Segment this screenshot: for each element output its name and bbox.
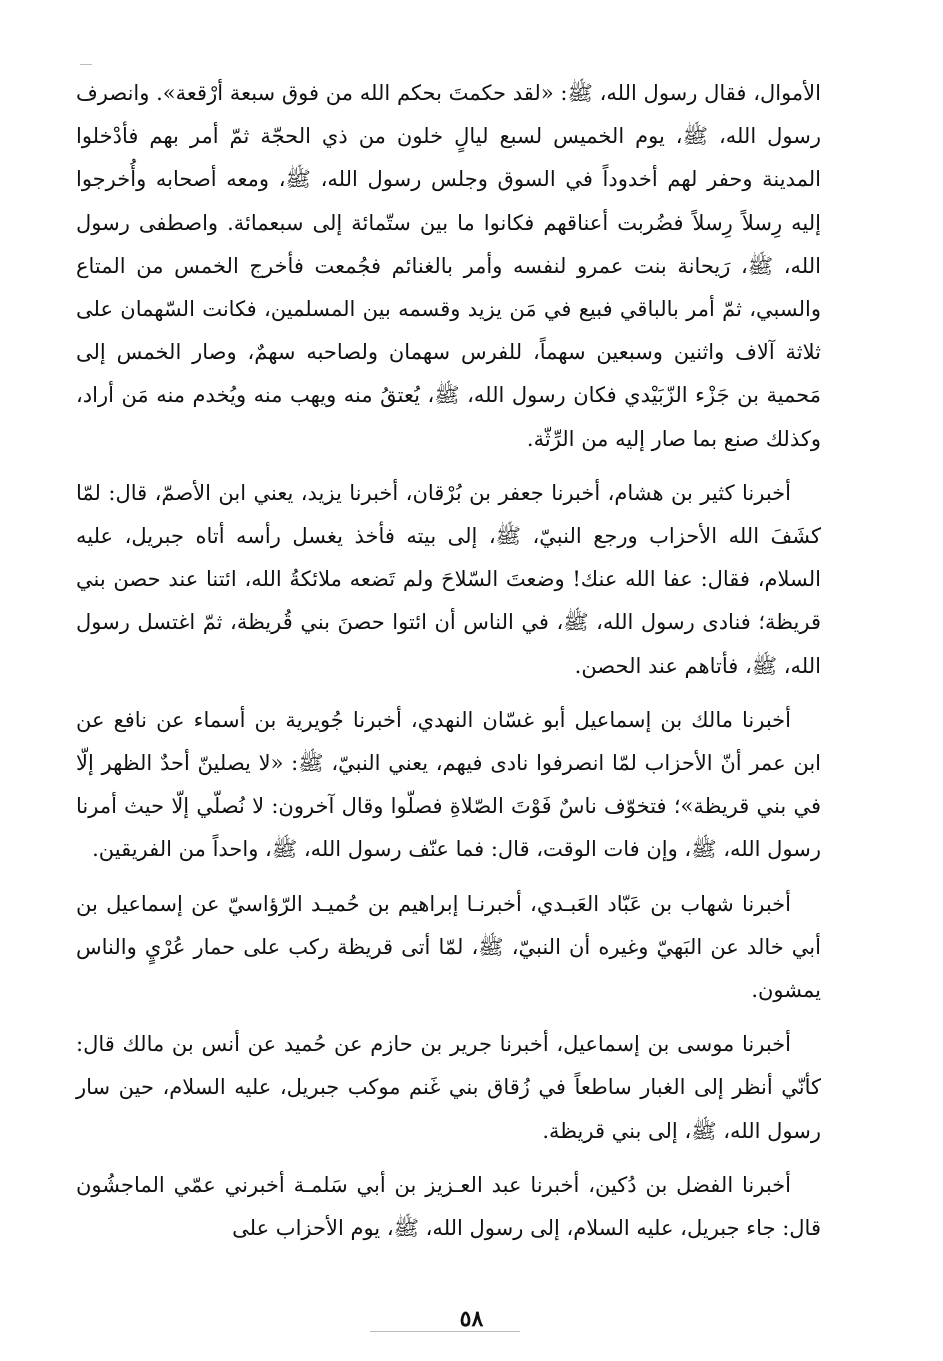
page-number: ٥٨	[459, 1306, 484, 1332]
scan-mark-top	[80, 64, 92, 65]
paragraph-text: أخبرنا مالك بن إسماعيل أبو غسّان النهدي، أخبرنا جُويرية بن أسماء عن نافع عن ابن عمر أنّ الأحزاب لمّا انصرفوا نادى فيهم، يعني النبيّ، ﷺ: «لا يصلينّ أحدٌ الظهر إلّا في بني قريظة»؛ فتخوّف ناسٌ فَوْتَ الصّلاةِ فصلّوا وقال آخرون: لا نُصلّي إلّا حيث أمرنا رسول الله، ﷺ، وإن فات الوقت، قال: فما عنّف رسول الله، ﷺ، واحداً من الفريقين.	[76, 707, 821, 862]
paragraph-text: أخبرنا موسى بن إسماعيل، أخبرنا جرير بن حازم عن حُميد عن أنس بن مالك قال: كأنّي أنظر إلى الغبار ساطعاً في زُقاق بني غَنم موكب جبريل، عليه السلام، حين سار رسول الله، ﷺ، إلى بني قريظة.	[76, 1032, 821, 1143]
paragraph-text: أخبرنا الفضل بن دُكين، أخبرنا عبد العـزيز بن أبي سَلمـة أخبرني عمّي الماجشُون قال: جاء جبريل، عليه السلام، إلى رسول الله، ﷺ، يوم الأحزاب على	[76, 1172, 821, 1241]
paragraph-4	[76, 883, 821, 1013]
paragraph-text: أخبرنا شهاب بن عَبّاد العَبـدي، أخبرنـا إبراهيم بن حُميـد الرّؤاسيّ عن إسماعيل بن أبي خالد عن البَهيّ وغيره أن النبيّ، ﷺ، لمّا أتى قريظة ركب على حمار عُرْيٍ والناس يمشون.	[76, 891, 821, 1003]
paragraph-2	[76, 472, 821, 688]
paragraph-1	[76, 72, 821, 461]
paragraph-6	[76, 1164, 821, 1250]
page-body	[76, 72, 821, 1250]
paragraph-3	[76, 699, 821, 872]
paragraph-5	[76, 1023, 821, 1153]
paragraph-text: الأموال، فقال رسول الله، ﷺ: «لقد حكمتَ بحكم الله من فوق سبعة أرْقعة». وانصرف رسول الله، ﷺ، يوم الخميس لسبع ليالٍ خلون من ذي الحجّة ثمّ أمر بهم فأدْخلوا المدينة وحفر لهم أخدوداً في السوق وجلس رسول الله، ﷺ، ومعه أصحابه وأُخرجوا إليه رِسلاً رِسلاً فضُربت أعناقهم فكانوا ما بين ستّمائة إلى سبعمائة. واصطفى رسول الله، ﷺ، رَيحانة بنت عمرو لنفسه وأمر بالغنائم فجُمعت فأخرج الخمس من المتاع والسبي، ثمّ أمر بالباقي فبيع في مَن يزيد وقسمه بين المسلمين، فكانت السّهمان على ثلاثة آلاف واثنين وسبعين سهماً، للفرس سهمان ولصاحبه سهمٌ، وصار الخمس إلى مَحمية بن جَزْء الزّبَيْدي فكان رسول الله، ﷺ، يُعتقُ منه ويهب منه ويُخدم منه مَن أراد، وكذلك صنع بما صار إليه من الرِّثّة.	[76, 81, 821, 451]
paragraph-text: أخبرنا كثير بن هشام، أخبرنا جعفر بن بُرْقان، أخبرنا يزيد، يعني ابن الأصمّ، قال: لمّا كشَفَ الله الأحزاب ورجع النبيّ، ﷺ، إلى بيته فأخذ يغسل رأسه أتاه جبريل، عليه السلام، فقال: عفا الله عنك! وضعتَ السّلاحَ ولم تَضعه ملائكةُ الله، ائتنا عند حصن بني قريظة؛ فنادى رسول الله، ﷺ، في الناس أن ائتوا حصنَ بني قُريظة، ثمّ اغتسل رسول الله، ﷺ، فأتاهم عند الحصن.	[76, 480, 821, 678]
